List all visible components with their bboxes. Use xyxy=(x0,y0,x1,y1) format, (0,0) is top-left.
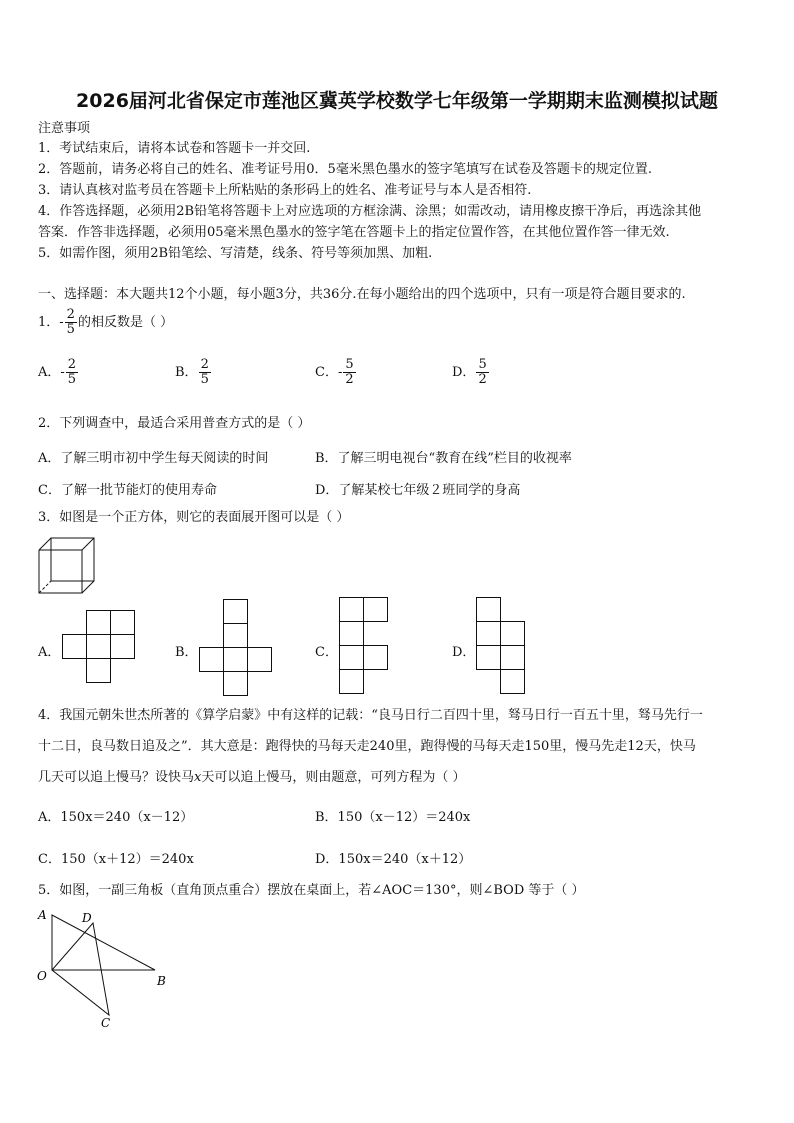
label-D: D xyxy=(82,911,92,925)
question-1 xyxy=(38,308,173,337)
q3-option-a-label[interactable]: A． xyxy=(38,645,61,660)
q4-option-c[interactable]: C．150（x＋12）＝240x xyxy=(38,852,194,867)
q1-fraction: $\frac{2}{5}$ xyxy=(66,307,75,337)
triangle-figure xyxy=(30,905,180,1033)
q3-net-c[interactable] xyxy=(339,597,391,697)
q1-option-c[interactable]: C．- $\frac{5}{2}$ xyxy=(315,357,354,387)
q4-variable: x xyxy=(194,770,202,785)
q4-option-b[interactable]: B．150（x－12）＝240x xyxy=(315,810,471,825)
notice-item-1: 1．考试结束后，请将本试卷和答题卡一并交回. xyxy=(38,141,311,156)
cube-figure xyxy=(38,537,98,597)
notice-item-2: 2．答题前，请务必将自己的姓名、准考证号用0．5毫米黑色墨水的签字笔填写在试卷及答题卡的规定位置. xyxy=(38,162,652,177)
notice-item-4: 4．作答选择题，必须用2B铅笔将答题卡上对应选项的方框涂满、涂黑；如需改动，请用橡皮擦干净后，再选涂其他 xyxy=(38,204,702,219)
question-3: 3．如图是一个正方体，则它的表面展开图可以是（ ） xyxy=(38,510,350,525)
label-O: O xyxy=(37,969,47,983)
q1-option-b[interactable]: B． $\frac{2}{5}$ xyxy=(175,357,209,387)
notice-item-3: 3．请认真核对监考员在答题卡上所粘贴的条形码上的姓名、准考证号与本人是否相符. xyxy=(38,183,532,198)
q4-option-a[interactable]: A．150x＝240（x－12） xyxy=(38,810,194,825)
question-4-line-3: 几天可以追上慢马？设快马x天可以追上慢马，则由题意，可列方程为（ ） xyxy=(38,770,466,785)
q1-prefix: 1．- xyxy=(38,315,64,330)
page-title: 2026届河北省保定市莲池区冀英学校数学七年级第一学期期末监测模拟试题 xyxy=(76,90,718,112)
q3-option-d-label[interactable]: D． xyxy=(452,645,476,660)
q2-option-c[interactable]: C．了解一批节能灯的使用寿命 xyxy=(38,483,217,498)
question-4-line-1: 4．我国元朝朱世杰所著的《算学启蒙》中有这样的记载：“良马日行二百四十里，驽马日行一百五十里，驽马先行一 xyxy=(38,708,703,723)
notice-heading: 注意事项 xyxy=(38,121,91,136)
q2-option-b[interactable]: B．了解三明电视台“教育在线”栏目的收视率 xyxy=(315,451,572,466)
question-2: 2．下列调查中，最适合采用普查方式的是（ ） xyxy=(38,416,311,431)
notice-item-5: 5．如需作图，须用2B铅笔绘、写清楚，线条、符号等须加黑、加粗. xyxy=(38,246,433,261)
q3-option-c-label[interactable]: C． xyxy=(315,645,338,660)
notice-item-4-cont: 答案．作答非选择题，必须用05毫米黑色墨水的签字笔在答题卡上的指定位置作答，在其他位置作答一律无效. xyxy=(38,225,670,240)
q3-net-d[interactable] xyxy=(476,597,528,697)
label-A: A xyxy=(38,908,47,922)
q1-suffix: 的相反数是（ ） xyxy=(77,315,174,330)
q4-option-d[interactable]: D．150x＝240（x＋12） xyxy=(315,852,472,867)
label-B: B xyxy=(157,974,166,988)
q1-option-a[interactable]: A．- $\frac{2}{5}$ xyxy=(38,357,77,387)
question-4-line-2: 十二日，良马数日追及之”．其大意是：跑得快的马每天走240里，跑得慢的马每天走150里，慢马先走12天，快马 xyxy=(38,739,696,754)
label-C: C xyxy=(101,1016,111,1030)
q3-net-b[interactable] xyxy=(199,599,275,697)
question-5: 5．如图，一副三角板（直角顶点重合）摆放在桌面上，若∠AOC＝130°，则∠BOD 等于（ ） xyxy=(38,883,585,898)
q1-option-d[interactable]: D． $\frac{5}{2}$ xyxy=(452,357,487,387)
q3-net-a[interactable] xyxy=(62,610,138,686)
q3-option-b-label[interactable]: B． xyxy=(175,645,198,660)
q2-option-d[interactable]: D．了解某校七年级２班同学的身高 xyxy=(315,483,521,498)
q2-option-a[interactable]: A．了解三明市初中学生每天阅读的时间 xyxy=(38,451,269,466)
section-heading: 一、选择题：本大题共12个小题，每小题3分，共36分.在每小题给出的四个选项中，只有一项是符合题目要求的. xyxy=(38,287,686,302)
